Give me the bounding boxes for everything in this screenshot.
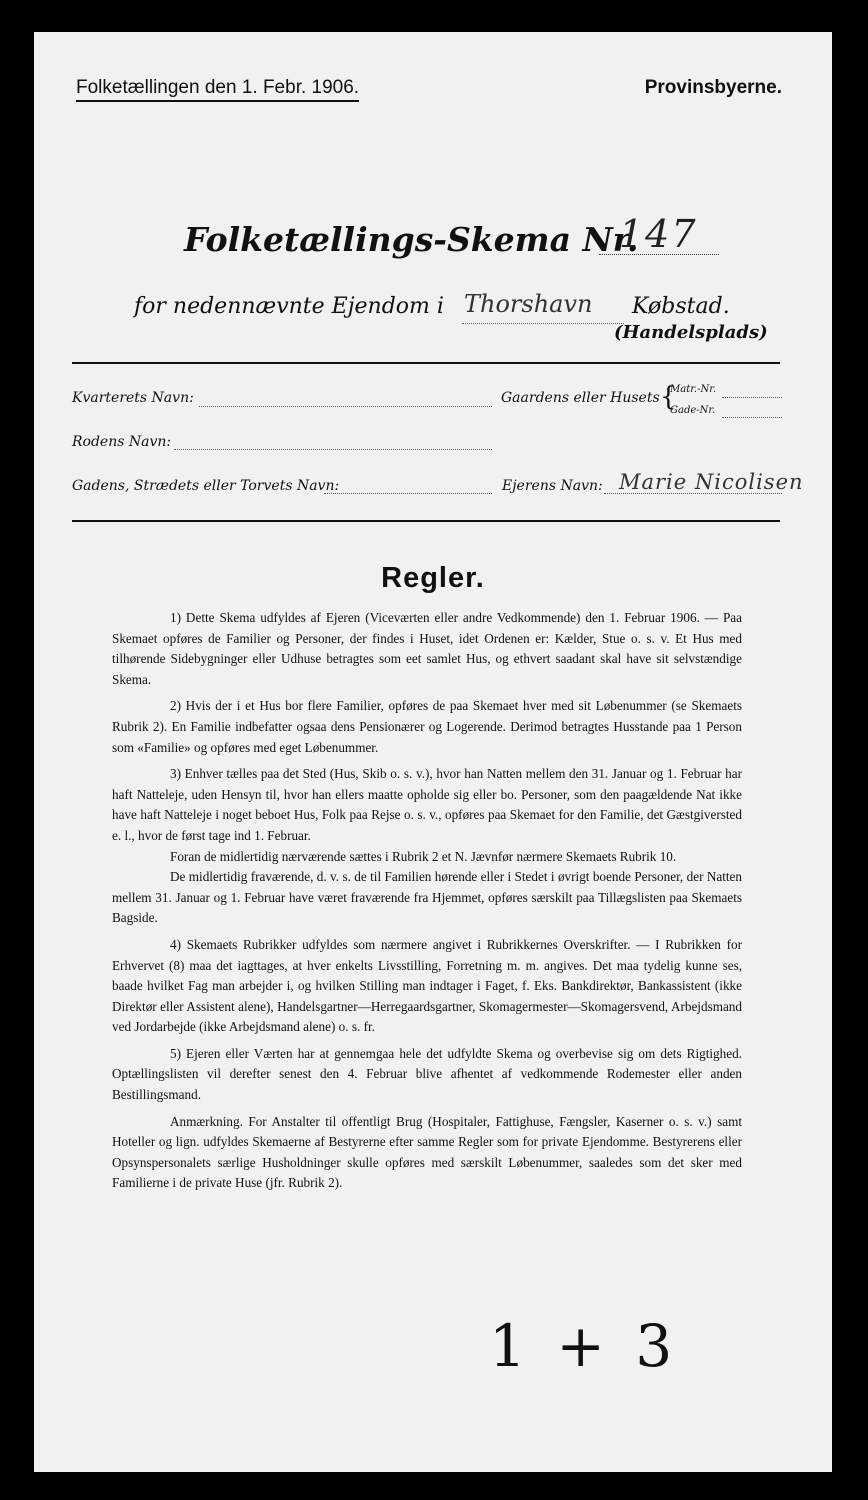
region-label: Provinsbyerne. xyxy=(644,77,782,98)
matr-label: Matr.-Nr. xyxy=(670,384,717,395)
brace-icon: { xyxy=(660,382,677,412)
handelsplads-label: (Handelsplads) xyxy=(614,322,768,343)
handwritten-annotation: 1 + 3 xyxy=(489,1312,679,1380)
form-title: Folketællings-Skema Nr. xyxy=(184,220,639,259)
matr-line xyxy=(722,396,782,398)
rule-2: 2) Hvis der i et Hus bor flere Familier, opføres de paa Skemaet hver med sit Løbenummer (se Skemaets Rubrik 2). En Familie indbefatter ogsaa dens Pensionærer og Logerende. Derimod betragtes Husstande paa 1 Person som «Familie» og opføres med eget Løbenummer. xyxy=(112,698,742,755)
ejer-label: Ejerens Navn: xyxy=(502,478,603,494)
rule-1: 1) Dette Skema udfyldes af Ejeren (Viceværten eller andre Vedkommende) den 1. Februar 1906. — Paa Skemaet opføres de Familier og Personer, der findes i Huset, idet Ordenen er: Kælder, Stue o. s. v. Et Hus med tilhørende Sidebygninger eller Udhuse betragtes som eet samlet Hus, og ethvert saadant skal have sit selvstændige Skema. xyxy=(112,610,742,687)
kvarter-label: Kvarterets Navn: xyxy=(72,390,194,406)
rule-5: 5) Ejeren eller Værten har at gennemgaa hele det udfyldte Skema og overbevise sig om dets Rigtighed. Optællingslisten vil derefter senest den 4. Februar blive afhentet af vedkommende Rodemester eller anden Bestillingsmand. xyxy=(112,1045,742,1103)
owner-name-handwritten: Marie Nicolisen xyxy=(619,470,804,494)
rode-label: Rodens Navn: xyxy=(72,434,172,450)
gade-nr-label: Gade-Nr. xyxy=(670,405,716,416)
rules-heading: Regler. xyxy=(381,562,485,594)
census-header: Folketællingen den 1. Febr. 1906. xyxy=(76,77,359,102)
rule-4: 4) Skemaets Rubrikker udfyldes som nærmere angivet i Rubrikkernes Overskrifter. — I Rubrikken for Erhvervet (8) maa det iagttages, at hver enkelts Livsstilling, Forretning m. m. angives. Det maa tydelig kunne ses, baade hvilket Fag man arbejder i, og hvilken Stilling man indtager i Faget, f. Eks. Bankdirektør, Bankassistent (ikke Direktør eller Assistent alene), Handelsgartner—Herregaardsgartner, Skomagermester—Skomagersvend, Arbejdsmand ved Jordarbejde (ikke Arbejdsmand alene) o. s. fr. xyxy=(112,936,742,1035)
subtitle-prefix: for nedennævnte Ejendom i xyxy=(134,294,444,319)
gade-label: Gadens, Strædets eller Torvets Navn: xyxy=(72,478,340,494)
top-rule xyxy=(72,362,780,364)
rule-3c: De midlertidig fraværende, d. v. s. de til Familien hørende eller i Stedet i øvrigt boende Personer, der Natten mellem 31. Januar og 1. Februar have været fraværende fra Hjemmet, opføres særskilt paa Tillægslisten paa Skemaets Bagside. xyxy=(112,869,742,926)
bottom-rule xyxy=(72,520,780,522)
rule-note: Anmærkning. For Anstalter til offentligt Brug (Hospitaler, Fattighuse, Fængsler, Kaserner o. s. v.) samt Hoteller og lign. udfyldes Skemaerne af Bestyrerne efter samme Regler som for private Ejendomme. Bestyrerens eller Opsynspersonalets særlige Husholdninger skulle opføres med særskilt Løbenummer, saaledes som det sker med Familierne i de private Huse (jfr. Rubrik 2). xyxy=(112,1113,742,1191)
town-handwritten: Thorshavn xyxy=(464,290,593,318)
kobstad-label: Købstad. xyxy=(632,294,730,319)
gaard-label: Gaardens eller Husets xyxy=(501,390,660,406)
census-form-page xyxy=(34,32,832,1472)
rules-body xyxy=(112,608,742,1200)
kvarter-line xyxy=(199,405,492,407)
gade-nr-line xyxy=(722,416,782,418)
rule-3: 3) Enhver tælles paa det Sted (Hus, Skib o. s. v.), hvor han Natten mellem den 31. Januar og 1. Februar har haft Natteleje, uden Hensyn til, hvor han ellers maatte opholde sig eller bo. Personer, som den paagældende Nat ikke have haft Natteleje i noget beboet Hus, Folk paa Rejse o. s. v., opføres paa Skemaet for den Familie, det Gæstgiversted e. l., hvor de først tage ind 1. Februar. xyxy=(112,766,742,843)
town-line xyxy=(462,322,624,324)
rode-line xyxy=(174,448,492,450)
rule-3b: Foran de midlertidig nærværende sættes i Rubrik 2 et N. Jævnfør nærmere Skemaets Rubrik 10. xyxy=(170,848,677,864)
form-number-handwritten: 147 xyxy=(619,212,698,256)
gade-line xyxy=(324,492,492,494)
